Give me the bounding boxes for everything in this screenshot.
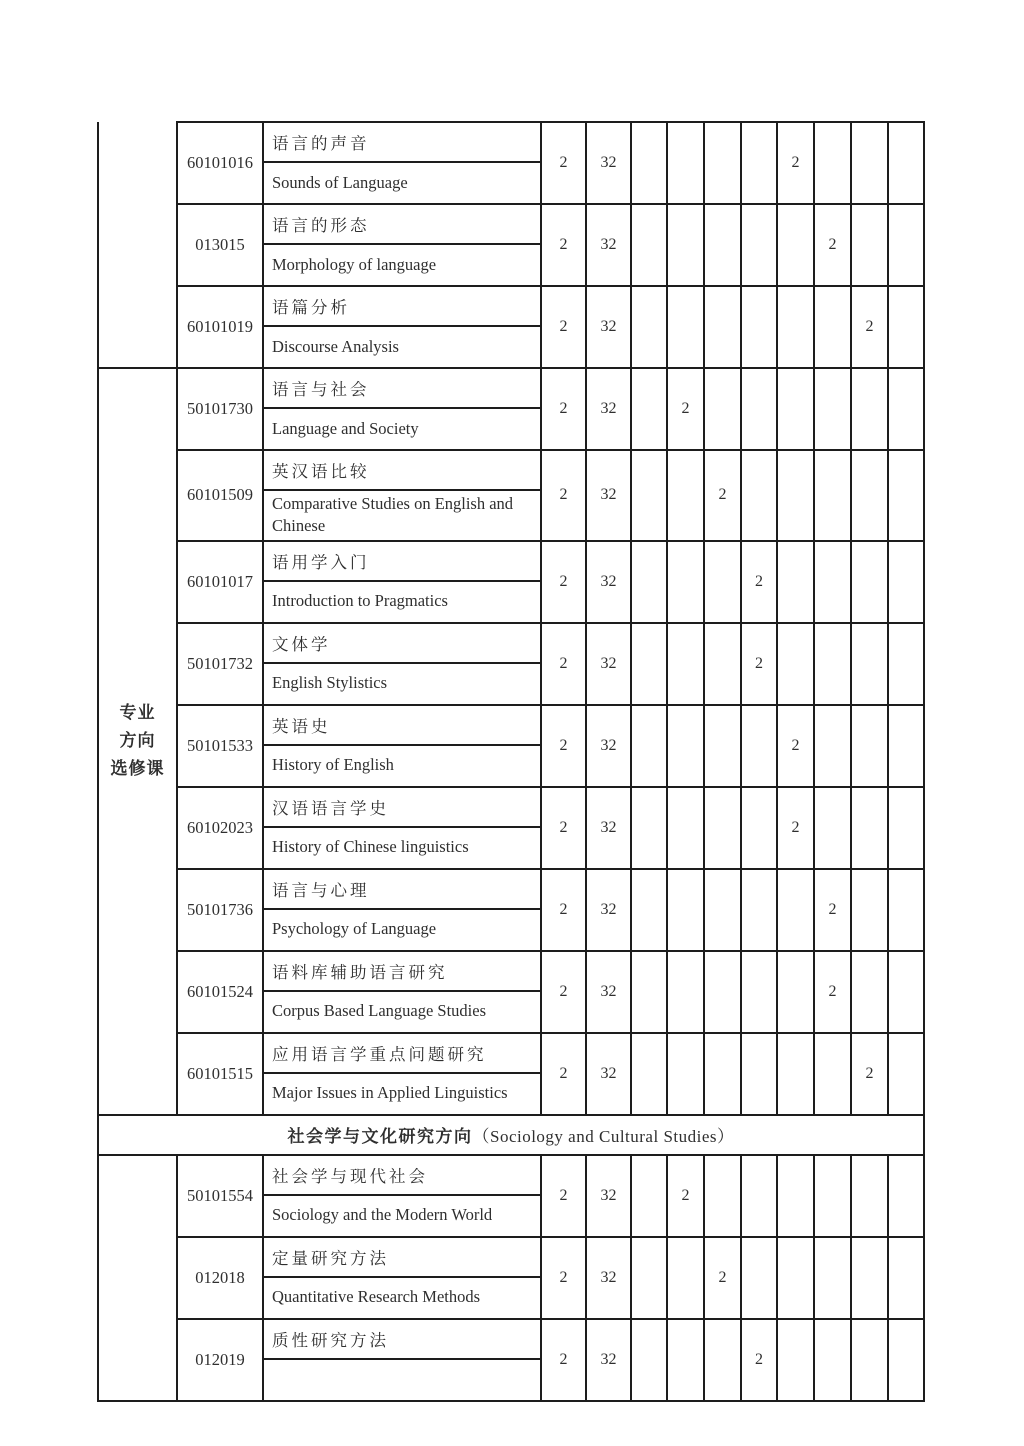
semester-cell-6 [814,1033,851,1115]
semester-cell-8 [888,1237,924,1319]
course-code-cell: 50101736 [177,869,263,951]
hours-cell: 32 [586,1155,631,1237]
semester-cell-3 [704,1033,741,1115]
course-name-cn-text: 社会学与现代社会 [272,1166,428,1186]
course-name-cell [263,541,541,623]
semester-cell-5 [777,1319,814,1401]
semester-cell-4 [741,1155,777,1237]
semester-cell-2 [667,1237,704,1319]
semester-cell-8 [888,787,924,869]
semester-cell-3: 2 [704,450,741,541]
course-name-cn-text: 语言的形态 [272,216,370,235]
course-row [98,1319,924,1401]
course-name-cell [263,869,541,951]
course-name-cn-text: 文体学 [272,634,331,654]
category-cell [98,122,177,368]
semester-cell-1 [631,869,667,951]
semester-cell-8 [888,951,924,1033]
semester-cell-2 [667,541,704,623]
course-row [98,705,924,787]
course-row [98,122,924,204]
semester-cell-5 [777,204,814,286]
course-code-cell: 012019 [177,1319,263,1401]
course-name-en [264,1074,540,1114]
hours-cell: 32 [586,1237,631,1319]
semester-cell-5: 2 [777,787,814,869]
course-name-cell [263,705,541,787]
semester-cell-6: 2 [814,204,851,286]
credits-cell: 2 [541,1237,586,1319]
course-name-cn-text: 语料库辅助语言研究 [272,962,448,982]
course-name-cn [264,624,540,664]
course-name-en-text: Major Issues in Applied Linguistics [272,1083,508,1103]
course-name-cn [264,369,540,409]
course-name-en [264,1278,540,1318]
section-title-en: （Sociology and Cultural Studies） [472,1127,735,1147]
course-name-en [264,327,540,367]
semester-cell-4: 2 [741,623,777,705]
semester-cell-2 [667,787,704,869]
course-name-cell [263,1155,541,1237]
semester-cell-6 [814,1155,851,1237]
credits-cell: 2 [541,787,586,869]
semester-cell-6 [814,286,851,368]
course-name-cn [264,205,540,245]
course-name-cn [264,1238,540,1278]
course-row [98,286,924,368]
course-name-cn [264,287,540,327]
hours-cell: 32 [586,1033,631,1115]
semester-cell-7 [851,1237,888,1319]
semester-cell-8 [888,705,924,787]
hours-cell: 32 [586,368,631,450]
semester-cell-5 [777,951,814,1033]
semester-cell-3 [704,286,741,368]
semester-cell-4 [741,869,777,951]
course-name-cn-text: 语篇分析 [272,298,350,317]
course-name-cn-text: 英汉语比较 [272,462,370,481]
semester-cell-8 [888,122,924,204]
course-name-cn [264,1034,540,1074]
course-name-en [264,664,540,704]
credits-cell: 2 [541,122,586,204]
course-code-cell: 50101732 [177,623,263,705]
course-name-cell [263,286,541,368]
course-code-cell: 50101730 [177,368,263,450]
hours-cell: 32 [586,204,631,286]
course-name-en [264,1196,540,1236]
course-name-cell [263,1237,541,1319]
course-name-en-text: Language and Society [272,418,419,438]
course-name-en [264,582,540,622]
semester-cell-8 [888,1033,924,1115]
section-header [98,1115,924,1155]
semester-cell-3 [704,204,741,286]
semester-cell-7 [851,1155,888,1237]
course-name-en [264,828,540,868]
semester-cell-1 [631,705,667,787]
semester-cell-5 [777,368,814,450]
semester-cell-5: 2 [777,122,814,204]
credits-cell: 2 [541,705,586,787]
course-name-en-text: Comparative Studies on English and Chinese [272,494,514,536]
course-name-en [264,491,540,540]
semester-cell-7 [851,705,888,787]
semester-cell-4 [741,951,777,1033]
semester-cell-6 [814,1237,851,1319]
course-name-cn [264,542,540,582]
semester-cell-2: 2 [667,1155,704,1237]
course-name-cn-text: 英语史 [272,716,331,736]
hours-cell: 32 [586,869,631,951]
course-row [98,450,924,541]
semester-cell-4 [741,204,777,286]
course-code-cell: 60101509 [177,450,263,541]
semester-cell-3 [704,623,741,705]
semester-cell-4 [741,286,777,368]
semester-cell-8 [888,204,924,286]
semester-cell-1 [631,450,667,541]
credits-cell: 2 [541,623,586,705]
semester-cell-5 [777,1155,814,1237]
credits-cell: 2 [541,204,586,286]
course-name-cn-text: 定量研究方法 [272,1248,389,1268]
credits-cell: 2 [541,286,586,368]
semester-cell-5 [777,450,814,541]
semester-cell-3 [704,705,741,787]
semester-cell-3 [704,869,741,951]
semester-cell-1 [631,122,667,204]
course-name-en-text: Corpus Based Language Studies [272,1001,487,1021]
hours-cell: 32 [586,541,631,623]
course-name-cn-text: 质性研究方法 [272,1330,389,1350]
course-name-cn-text: 语言的声音 [272,134,370,153]
course-name-cn [264,788,540,828]
course-code-cell: 012018 [177,1237,263,1319]
course-code-cell: 60101524 [177,951,263,1033]
course-code-cell: 50101554 [177,1155,263,1237]
course-name-en [264,746,540,786]
course-name-en-text: Discourse Analysis [272,336,399,356]
semester-cell-4 [741,1033,777,1115]
course-name-cn [264,870,540,910]
course-name-en-text: Morphology of language [272,254,437,274]
semester-cell-2 [667,869,704,951]
course-code-cell: 60101016 [177,122,263,204]
course-name-en-text: Quantitative Research Methods [272,1287,481,1307]
semester-cell-6 [814,122,851,204]
semester-cell-5 [777,286,814,368]
credits-cell: 2 [541,869,586,951]
course-name-cell [263,368,541,450]
course-name-cell [263,1033,541,1115]
credits-cell: 2 [541,450,586,541]
credits-cell: 2 [541,541,586,623]
semester-cell-7 [851,450,888,541]
course-name-cn [264,1156,540,1196]
semester-cell-3 [704,368,741,450]
course-name-en [264,910,540,950]
course-name-en-text: History of Chinese linguistics [272,837,469,857]
course-row [98,1237,924,1319]
course-row [98,204,924,286]
hours-cell: 32 [586,286,631,368]
hours-cell: 32 [586,705,631,787]
course-code-cell: 60102023 [177,787,263,869]
semester-cell-4 [741,368,777,450]
semester-cell-2 [667,1033,704,1115]
semester-cell-4: 2 [741,1319,777,1401]
semester-cell-4 [741,450,777,541]
course-name-cell [263,204,541,286]
course-code-cell: 50101533 [177,705,263,787]
course-name-en-text: English Stylistics [272,673,388,693]
course-row [98,951,924,1033]
credits-cell: 2 [541,368,586,450]
semester-cell-7 [851,623,888,705]
category-label-line: 方向 [119,731,156,751]
semester-cell-1 [631,623,667,705]
semester-cell-7: 2 [851,1033,888,1115]
course-name-cn [264,706,540,746]
semester-cell-5 [777,869,814,951]
semester-cell-3 [704,541,741,623]
course-row [98,787,924,869]
course-row [98,1155,924,1237]
semester-cell-5 [777,1033,814,1115]
semester-cell-4 [741,122,777,204]
semester-cell-8 [888,368,924,450]
semester-cell-2 [667,1319,704,1401]
semester-cell-1 [631,1319,667,1401]
course-name-en [264,409,540,449]
course-code-cell: 60101017 [177,541,263,623]
credits-cell: 2 [541,951,586,1033]
semester-cell-3 [704,122,741,204]
semester-cell-8 [888,541,924,623]
credits-cell: 2 [541,1319,586,1401]
course-name-cell [263,623,541,705]
semester-cell-2: 2 [667,368,704,450]
semester-cell-2 [667,951,704,1033]
course-name-cell [263,1319,541,1401]
course-name-cn-text: 语言与社会 [272,380,370,399]
category-label-line: 选修课 [110,759,165,779]
semester-cell-2 [667,204,704,286]
semester-cell-4 [741,705,777,787]
hours-cell: 32 [586,1319,631,1401]
course-name-cn-text: 应用语言学重点问题研究 [272,1044,487,1064]
semester-cell-2 [667,623,704,705]
hours-cell: 32 [586,787,631,869]
course-name-cn [264,952,540,992]
course-row [98,1033,924,1115]
hours-cell: 32 [586,623,631,705]
course-name-cn-text: 语用学入门 [272,552,370,572]
course-code-cell: 013015 [177,204,263,286]
semester-cell-8 [888,869,924,951]
course-row [98,368,924,450]
course-name-cn [264,1320,540,1360]
credits-cell: 2 [541,1155,586,1237]
course-name-en-text: Psychology of Language [272,919,437,939]
semester-cell-6: 2 [814,869,851,951]
curriculum-table [97,121,925,1402]
semester-cell-5 [777,623,814,705]
semester-cell-7 [851,869,888,951]
semester-cell-1 [631,286,667,368]
semester-cell-7 [851,204,888,286]
hours-cell: 32 [586,122,631,204]
semester-cell-8 [888,286,924,368]
semester-cell-3 [704,1319,741,1401]
course-name-cell [263,787,541,869]
course-name-en [264,1360,540,1400]
semester-cell-3: 2 [704,1237,741,1319]
semester-cell-5: 2 [777,705,814,787]
semester-cell-4: 2 [741,541,777,623]
course-code-cell: 60101019 [177,286,263,368]
section-header-row [98,1115,924,1155]
course-name-en-text: Sociology and the Modern World [272,1205,493,1225]
course-name-cell [263,951,541,1033]
hours-cell: 32 [586,450,631,541]
semester-cell-1 [631,951,667,1033]
category-label-line: 专业 [119,703,156,723]
course-row [98,541,924,623]
course-name-en-text: Introduction to Pragmatics [272,591,448,611]
semester-cell-6 [814,1319,851,1401]
semester-cell-8 [888,1319,924,1401]
semester-cell-3 [704,787,741,869]
semester-cell-3 [704,951,741,1033]
semester-cell-3 [704,1155,741,1237]
semester-cell-6 [814,705,851,787]
semester-cell-6 [814,368,851,450]
semester-cell-6 [814,787,851,869]
semester-cell-6 [814,623,851,705]
semester-cell-7 [851,541,888,623]
semester-cell-2 [667,705,704,787]
semester-cell-5 [777,1237,814,1319]
semester-cell-8 [888,623,924,705]
semester-cell-2 [667,122,704,204]
course-name-cn [264,451,540,491]
course-name-cn-text: 汉语语言学史 [272,798,389,818]
table-clip-region [97,121,927,1369]
credits-cell: 2 [541,1033,586,1115]
semester-cell-7 [851,951,888,1033]
course-name-cell [263,122,541,204]
semester-cell-7 [851,1319,888,1401]
course-row [98,623,924,705]
semester-cell-7: 2 [851,286,888,368]
semester-cell-1 [631,204,667,286]
semester-cell-7 [851,787,888,869]
course-row [98,869,924,951]
course-code-cell: 60101515 [177,1033,263,1115]
semester-cell-1 [631,368,667,450]
course-name-cn [264,123,540,163]
semester-cell-8 [888,450,924,541]
section-title-cn: 社会学与文化研究方向 [287,1127,473,1147]
semester-cell-1 [631,1237,667,1319]
semester-cell-5 [777,541,814,623]
semester-cell-1 [631,541,667,623]
course-name-en [264,163,540,203]
semester-cell-1 [631,1033,667,1115]
semester-cell-6: 2 [814,951,851,1033]
semester-cell-6 [814,541,851,623]
semester-cell-8 [888,1155,924,1237]
category-cell [98,1155,177,1401]
course-name-en-text: History of English [272,755,394,775]
course-name-en [264,245,540,285]
semester-cell-7 [851,368,888,450]
course-name-cn-text: 语言与心理 [272,880,370,900]
semester-cell-6 [814,450,851,541]
course-name-cell [263,450,541,541]
semester-cell-2 [667,286,704,368]
semester-cell-4 [741,1237,777,1319]
semester-cell-7 [851,122,888,204]
semester-cell-1 [631,787,667,869]
course-name-en-text: Sounds of Language [272,172,408,192]
semester-cell-1 [631,1155,667,1237]
course-name-en [264,992,540,1032]
hours-cell: 32 [586,951,631,1033]
semester-cell-2 [667,450,704,541]
category-cell [98,368,177,1115]
semester-cell-4 [741,787,777,869]
